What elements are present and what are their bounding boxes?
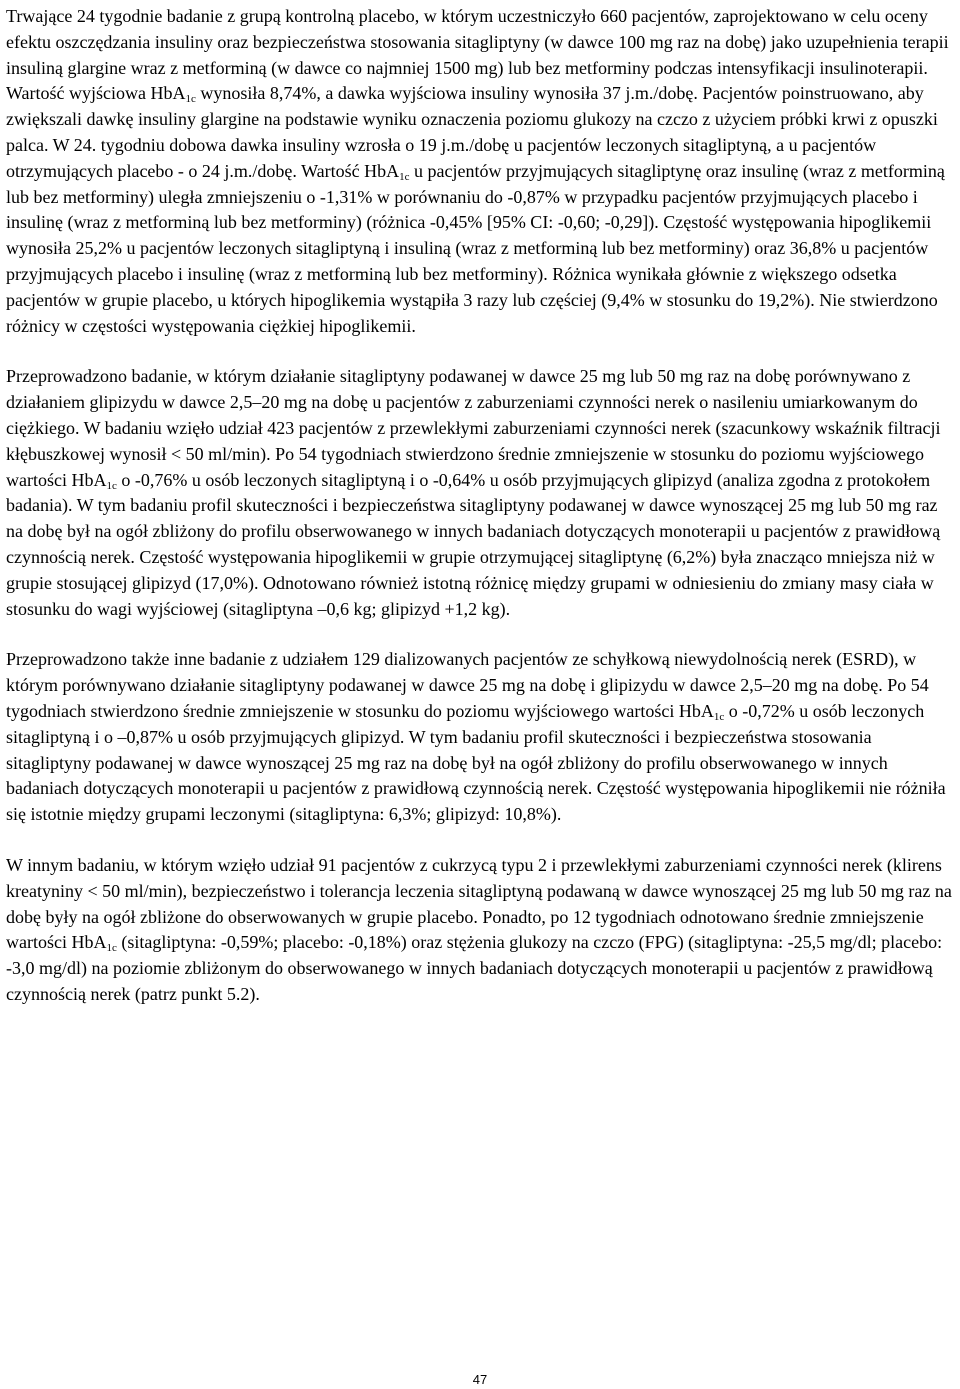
subscript-1c: 1c [399,170,410,183]
subscript-1c: 1c [713,710,725,723]
paragraph-esrd-dialysis-study [6,647,952,828]
text-segment: (sitagliptyna: -0,59%; placebo: -0,18%) oraz stężenia glukozy na czczo (FPG) (sitagliptyna: -25,5 mg/dl; placebo: -3,0 mg/dl) na poziomie zbliżonym do obserwowanego w innych badaniach dotyczących monoterapii u pacjentów z prawidłową czynnością nerek (patrz punkt 5.2). [6,932,943,1004]
paragraph-type2-diabetes-renal-study [6,853,952,1008]
text-segment: o -0,76% u osób leczonych sitagliptyną i o -0,64% u osób przyjmujących glipizyd (analiza zgodna z protokołem badania). W tym badaniu profil skuteczności i bezpieczeństwa sitagliptyny podawanej w dawce wynoszącej 25 mg lub 50 mg raz na dobę był na ogół zbliżony do profilu obserwowanego w innych badaniach dotyczących monoterapii u pacjentów z prawidłową czynnością nerek. Częstość występowania hipoglikemii w grupie otrzymującej sitagliptynę (6,2%) była znacząco mniejsza niż w grupie stosującej glipizyd (17,0%). Odnotowano również istotną różnicę między grupami w odniesieniu do zmiany masy ciała w stosunku do wagi wyjściowej (sitagliptyna –0,6 kg; glipizyd +1,2 kg). [6,469,941,619]
paragraph-renal-impairment-study [6,364,952,622]
paragraph-insulin-glargine-study [6,4,952,339]
text-segment: u pacjentów przyjmujących sitagliptynę oraz insulinę (wraz z metforminą lub bez metforminy) uległa zmniejszeniu o -1,31% w porównaniu do -0,87% w przypadku pacjentów przyjmujących placebo i insulinę (wraz z metforminą lub bez metforminy) (różnica -0,45% [95% CI: -0,60; -0,29]). Częstość występowania hipoglikemii wynosiła 25,2% u pacjentów leczonych sitagliptyną i insuliną (wraz z metforminą lub bez metforminy) oraz 36,8% u pacjentów przyjmujących placebo i insulinę (wraz z metforminą lub bez metforminy). Różnica wynikała głównie z większego odsetka pacjentów w grupie placebo, u których hipoglikemia wystąpiła 3 razy lub częściej (9,4% w stosunku do 19,2%). Nie stwierdzono różnicy w częstości występowania ciężkiej hipoglikemii. [6,160,945,336]
text-segment: Przeprowadzono badanie, w którym działanie sitagliptyny podawanej w dawce 25 mg lub 50 mg raz na dobę porównywano z działaniem glipizydu w dawce 2,5–20 mg na dobę u pacjentów z zaburzeniami czynności nerek o nasileniu umiarkowanym do ciężkiego. W badaniu wzięło udział 423 pacjentów z przewlekłymi zaburzeniami czynności nerek (szacunkowy wskaźnik filtracji kłębuszkowej wynosił < 50 ml/min). Po 54 tygodniach stwierdzono średnie zmniejszenie w stosunku do poziomu wyjściowego wartości HbA [6,366,941,490]
text-segment: wynosiła 8,74%, a dawka wyjściowa insuliny wynosiła 37 j.m./dobę. Pacjentów poinstruowano, aby zwiększali dawkę insuliny glargine na podstawie wyniku oznaczenia poziomu glukozy na czczo z użyciem próbki krwi z opuszki palca. W 24. tygodniu dobowa dawka insuliny wzrosła o 19 j.m./dobę u pacjentów leczonych sitagliptyną, a u pacjentów otrzymujących placebo - o 24 j.m./dobę. Wartość HbA [6,83,938,181]
subscript-1c: 1c [185,93,196,106]
text-segment: Trwające 24 tygodnie badanie z grupą kontrolną placebo, w którym uczestniczyło 660 pacjentów, zaprojektowano w celu oceny efektu oszczędzania insuliny oraz bezpieczeństwa stosowania sitagliptyny (w dawce 100 mg raz na dobę) jako uzupełnienia terapii insuliną glargine wraz z metforminą (w dawce co najmniej 1500 mg) lub bez metforminy podczas intensyfikacji insulinoterapii. Wartość wyjściowa HbA [6,6,949,104]
subscript-1c: 1c [106,479,117,492]
text-segment: Przeprowadzono także inne badanie z udziałem 129 dializowanych pacjentów ze schyłkową niewydolnością nerek (ESRD), w którym porównywano działanie sitagliptyny podawanej w dawce 25 mg na dobę i glipizydu w dawce 2,5–20 mg na dobę. Po 54 tygodniach stwierdzono średnie zmniejszenie w stosunku do poziomu wyjściowego wartości HbA [6,649,929,721]
text-segment: o -0,72% u osób leczonych sitagliptyną i o –0,87% u osób przyjmujących glipizyd. W tym badaniu profil skuteczności i bezpieczeństwa stosowania sitagliptyny podawanej w dawce wynoszącej 25 mg raz na dobę był na ogół zbliżony do profilu obserwowanego w innych badaniach dotyczących monoterapii u pacjentów z prawidłową czynnością nerek. Częstość występowania hipoglikemii nie różniła się istotnie między grupami leczonymi (sitagliptyna: 6,3%; glipizyd: 10,8%). [6,700,946,825]
subscript-1c: 1c [106,942,117,955]
page-number: 47 [472,1372,488,1387]
text-segment: W innym badaniu, w którym wzięło udział 91 pacjentów z cukrzycą typu 2 i przewlekłymi zaburzeniami czynności nerek (klirens kreatyniny < 50 ml/min), bezpieczeństwo i tolerancja leczenia sitagliptyną podawaną w dawce wynoszącej 25 mg lub 50 mg raz na dobę były na ogół zbliżone do obserwowanych w grupie placebo. Ponadto, po 12 tygodniach odnotowano średnie zmniejszenie wartości HbA [6,854,952,953]
document-body [6,4,952,1008]
